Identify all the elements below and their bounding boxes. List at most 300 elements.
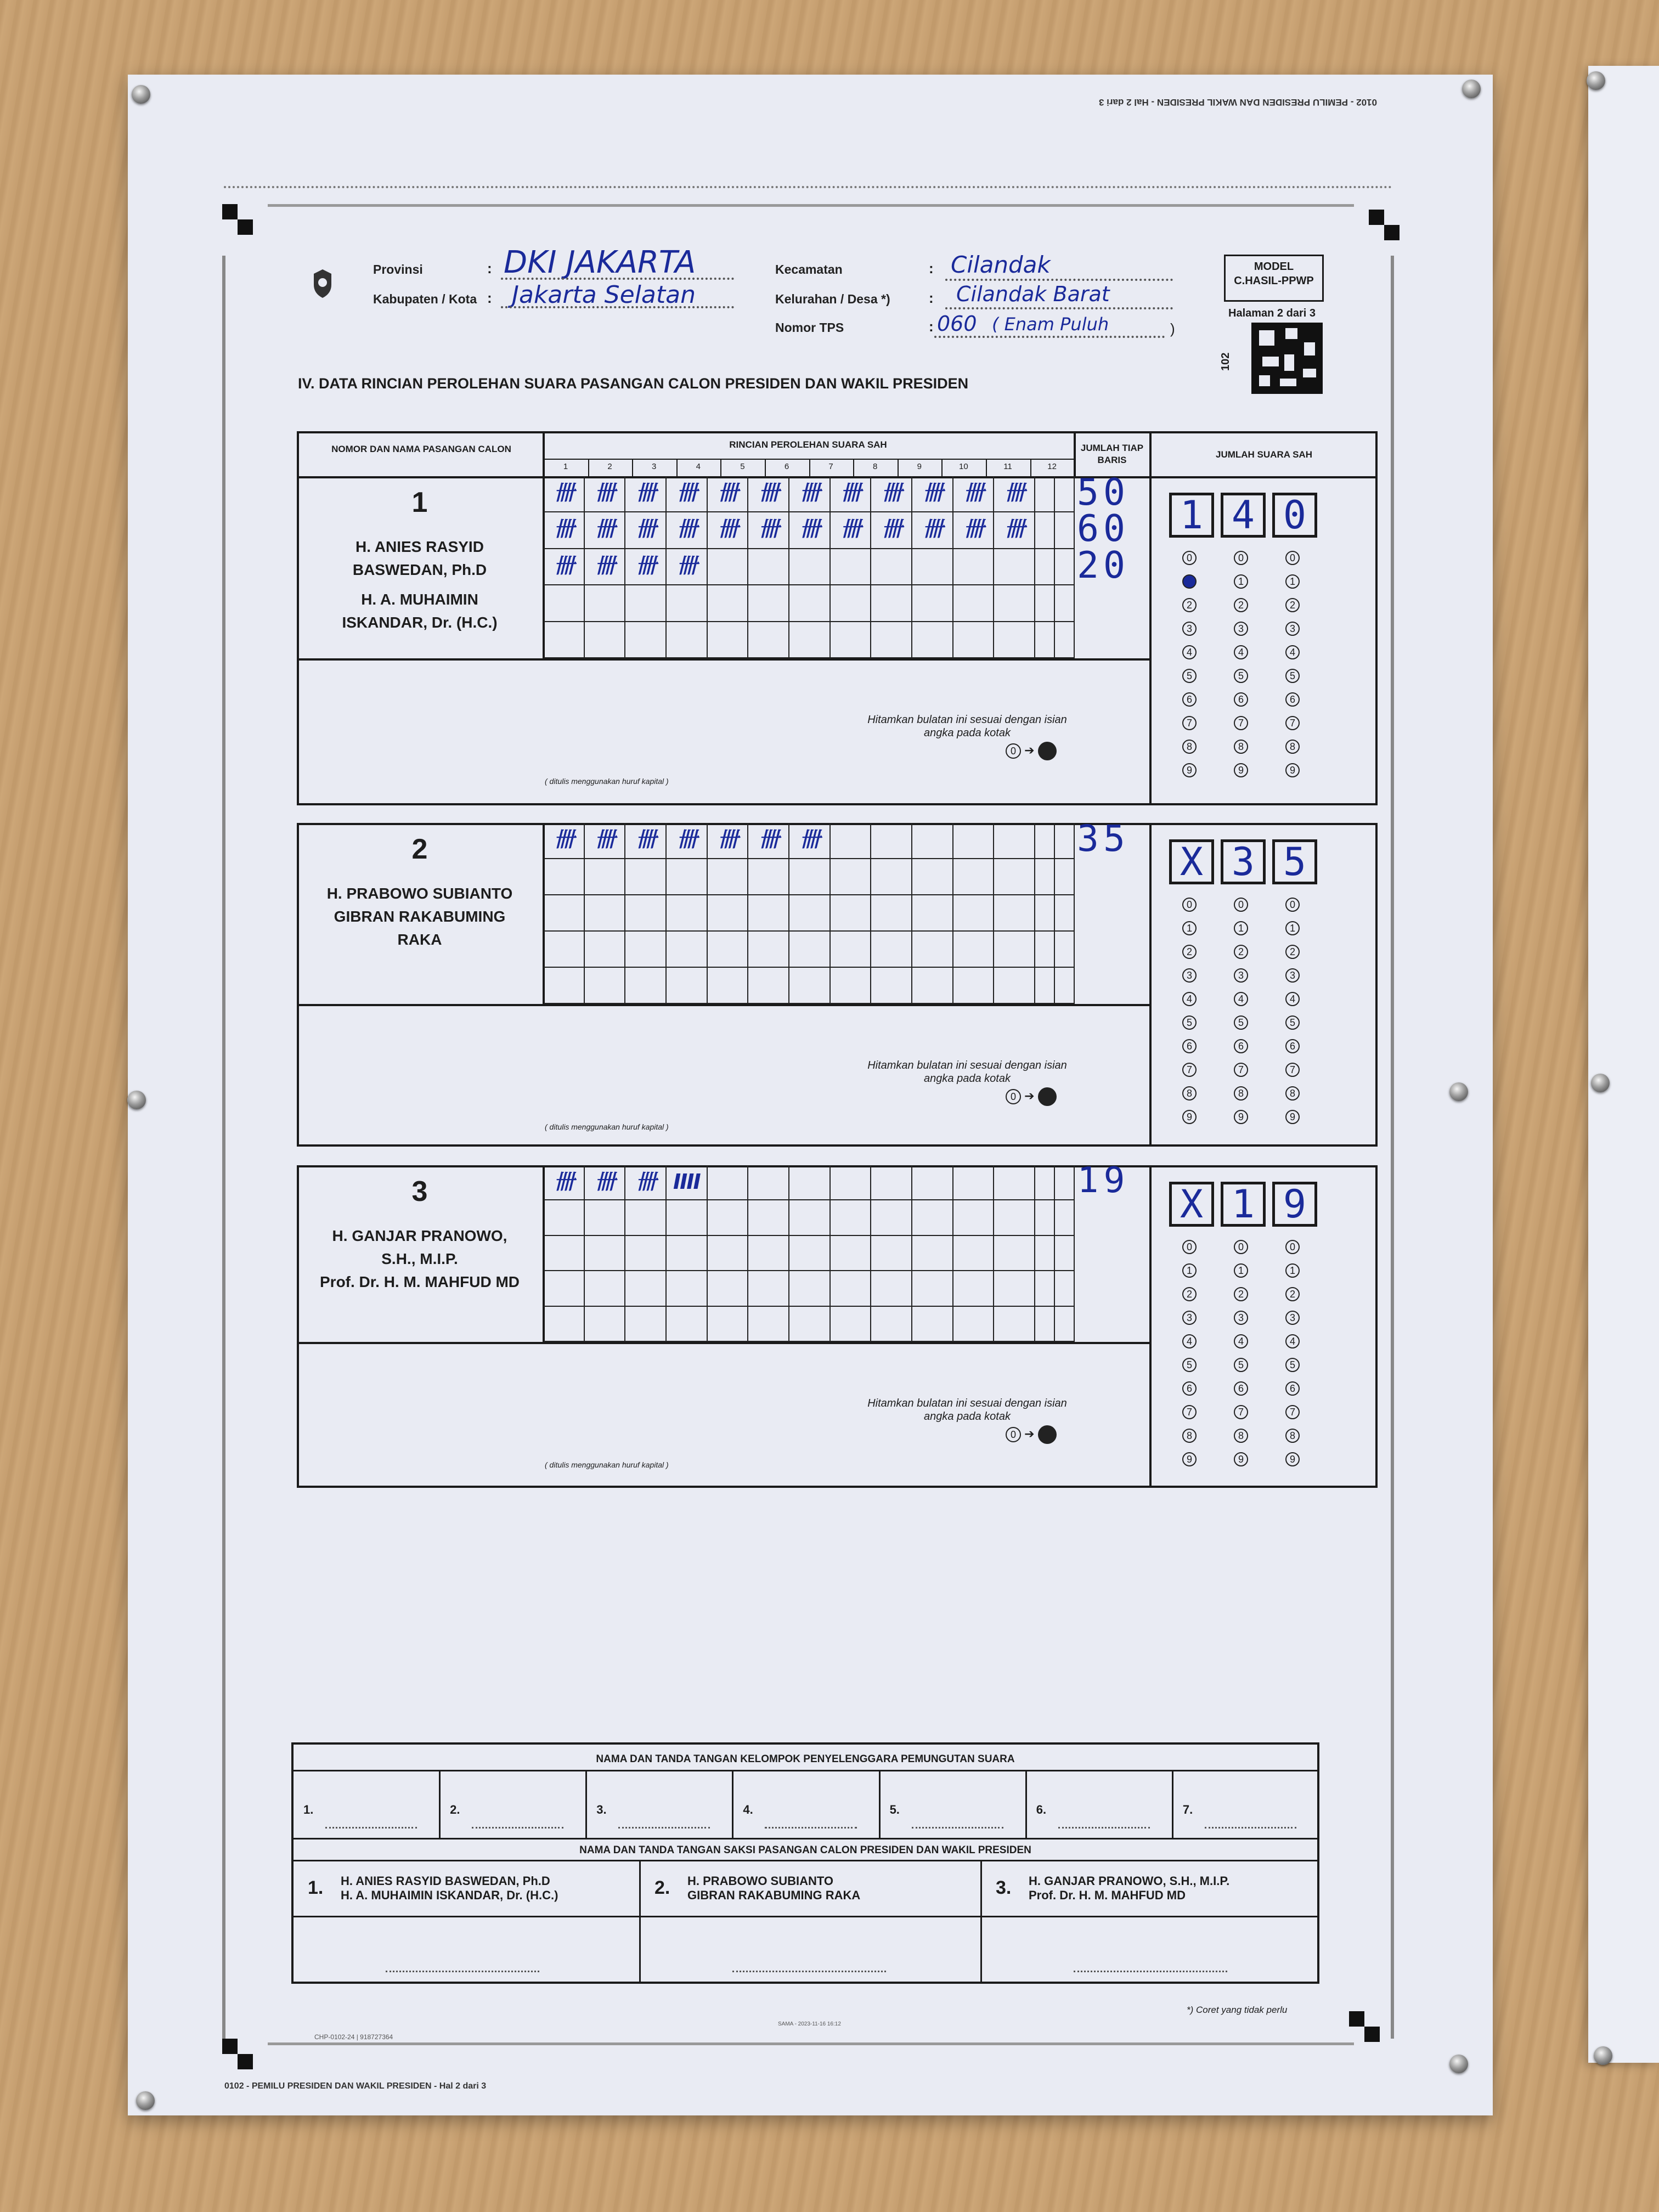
digit-bubble[interactable]: 1 bbox=[1182, 574, 1197, 589]
tally-cell bbox=[625, 585, 667, 622]
tps-value: 060 bbox=[937, 312, 977, 336]
digit-bubble[interactable]: 9 bbox=[1182, 1452, 1197, 1466]
digit-bubble[interactable]: 1 bbox=[1234, 921, 1248, 935]
section-title: IV. DATA RINCIAN PEROLEHAN SUARA PASANGAN CALON PRESIDEN DAN WAKIL PRESIDEN bbox=[298, 375, 969, 392]
tally-cell bbox=[667, 968, 708, 1004]
kelurahan-label: Kelurahan / Desa *) bbox=[775, 292, 890, 306]
digit-bubble[interactable]: 7 bbox=[1182, 1063, 1197, 1077]
tps-dotline bbox=[934, 336, 1165, 338]
digit-bubble[interactable]: 2 bbox=[1182, 1287, 1197, 1301]
digit-bubble[interactable]: 2 bbox=[1234, 598, 1248, 612]
row-total-digit: 1 bbox=[1077, 1160, 1099, 1201]
frame-left bbox=[222, 256, 225, 2039]
tally-cell bbox=[625, 1200, 667, 1235]
signature-line[interactable] bbox=[325, 1827, 417, 1829]
signature-line[interactable] bbox=[912, 1827, 1003, 1829]
rivet bbox=[1591, 1074, 1610, 1092]
digit-bubble[interactable]: 6 bbox=[1182, 1381, 1197, 1396]
tally-cell bbox=[748, 585, 789, 622]
digit-bubble[interactable]: 1 bbox=[1182, 1263, 1197, 1278]
tps-words: ( Enam Puluh bbox=[992, 314, 1109, 335]
model-line2: C.HASIL-PPWP bbox=[1234, 275, 1314, 287]
tally-cell bbox=[585, 895, 626, 932]
row-total-digit: 3 bbox=[1077, 817, 1099, 860]
column-sep bbox=[588, 460, 589, 476]
digit-bubble[interactable]: 3 bbox=[1234, 1311, 1248, 1325]
tally-cell bbox=[871, 968, 912, 1004]
digit-bubble[interactable]: 1 bbox=[1234, 1263, 1248, 1278]
tally-cell bbox=[625, 895, 667, 932]
tally-cell bbox=[708, 1236, 749, 1271]
digit-bubble[interactable]: 7 bbox=[1285, 716, 1300, 730]
kecamatan-dotline bbox=[945, 279, 1173, 281]
tally-cell bbox=[831, 968, 872, 1004]
tally-cell: 卌 bbox=[789, 476, 831, 512]
tally-cell bbox=[994, 1236, 1035, 1271]
digit-bubble[interactable]: 5 bbox=[1234, 1358, 1248, 1372]
kecamatan-label: Kecamatan bbox=[775, 262, 843, 276]
digit-bubble[interactable]: 5 bbox=[1182, 1015, 1197, 1030]
tally-cell bbox=[748, 549, 789, 585]
tally-cell bbox=[789, 622, 831, 658]
digit-bubble[interactable]: 7 bbox=[1182, 716, 1197, 730]
tally-cell: 卌 bbox=[585, 823, 626, 859]
tally-cell: 卌 bbox=[994, 512, 1035, 549]
total-digit-box: 5 bbox=[1272, 839, 1317, 884]
digit-bubble[interactable]: 9 bbox=[1285, 1110, 1300, 1124]
tally-cell bbox=[953, 549, 995, 585]
digit-bubble[interactable]: 4 bbox=[1182, 645, 1197, 659]
signature-line[interactable] bbox=[1058, 1827, 1150, 1829]
row-total-digit: 5 bbox=[1103, 817, 1125, 860]
tally-cell: 卌 bbox=[585, 476, 626, 512]
tally-cell bbox=[748, 859, 789, 895]
witness-name-line: Prof. Dr. H. M. MAHFUD MD bbox=[1029, 1888, 1186, 1902]
tally-cell: 卌 bbox=[789, 823, 831, 859]
digit-bubble[interactable]: 5 bbox=[1285, 1358, 1300, 1372]
row-total-digit: 2 bbox=[1077, 543, 1099, 586]
digit-bubble[interactable]: 9 bbox=[1285, 1452, 1300, 1466]
row-total-cell bbox=[1035, 512, 1055, 549]
tally-cell: 卌 bbox=[625, 476, 667, 512]
tally-cell bbox=[544, 1271, 585, 1306]
tally-cell bbox=[585, 968, 626, 1004]
signature-line[interactable] bbox=[1205, 1827, 1296, 1829]
candidate-number: 1 bbox=[411, 487, 428, 518]
column-sep bbox=[765, 460, 766, 476]
row-total-cell bbox=[1055, 549, 1075, 585]
digit-bubble[interactable]: 6 bbox=[1285, 692, 1300, 707]
tally-cell bbox=[748, 932, 789, 968]
tally-cell bbox=[748, 1236, 789, 1271]
footer-center: SAMA - 2023-11-16 16:12 bbox=[778, 2021, 841, 2027]
ballot-form-sheet bbox=[128, 75, 1493, 2115]
tally-cell bbox=[871, 549, 912, 585]
tally-cell bbox=[994, 1165, 1035, 1200]
digit-bubble[interactable]: 8 bbox=[1234, 1086, 1248, 1101]
total-digit-box: X bbox=[1169, 1182, 1214, 1227]
tally-cell: 卌 bbox=[953, 512, 995, 549]
rivet bbox=[1462, 80, 1481, 98]
tally-cell: 卌 bbox=[625, 549, 667, 585]
tally-cell bbox=[953, 932, 995, 968]
tally-cell bbox=[871, 1307, 912, 1342]
empty-bubble-icon: 0 bbox=[1006, 743, 1021, 759]
row-total-digit: 6 bbox=[1077, 507, 1099, 550]
digit-bubble[interactable]: 7 bbox=[1234, 716, 1248, 730]
digit-bubble[interactable]: 3 bbox=[1285, 1311, 1300, 1325]
tally-cell: 卌 bbox=[708, 512, 749, 549]
tally-cell: 卌 bbox=[667, 476, 708, 512]
kpps-number: 4. bbox=[743, 1803, 753, 1816]
divider bbox=[639, 1916, 980, 1917]
tally-cell bbox=[871, 932, 912, 968]
tally-cell bbox=[667, 932, 708, 968]
digit-bubble[interactable]: 7 bbox=[1234, 1063, 1248, 1077]
digit-bubble[interactable]: 9 bbox=[1182, 1110, 1197, 1124]
digit-bubble[interactable]: 3 bbox=[1285, 622, 1300, 636]
witness-name-line: GIBRAN RAKABUMING RAKA bbox=[687, 1888, 861, 1902]
digit-bubble[interactable]: 0 bbox=[1182, 898, 1197, 912]
candidate-name-line: BASWEDAN, Ph.D bbox=[352, 561, 487, 578]
tally-cell: 卌 bbox=[625, 823, 667, 859]
digit-bubble[interactable]: 2 bbox=[1285, 598, 1300, 612]
digit-bubble[interactable]: 0 bbox=[1234, 1240, 1248, 1254]
tally-cell: 卌 bbox=[544, 512, 585, 549]
digit-bubble[interactable]: 0 bbox=[1234, 898, 1248, 912]
witness-name-line: H. A. MUHAIMIN ISKANDAR, Dr. (H.C.) bbox=[341, 1888, 558, 1902]
row-total-digit: 9 bbox=[1103, 1160, 1125, 1201]
block-divider bbox=[1149, 823, 1152, 1147]
qr-code-icon bbox=[1251, 323, 1323, 394]
kpps-number: 7. bbox=[1182, 1803, 1193, 1816]
digit-bubble[interactable]: 4 bbox=[1234, 992, 1248, 1006]
frame-bottom bbox=[268, 2042, 1354, 2045]
rivet bbox=[1449, 2055, 1468, 2073]
candidate-number: 2 bbox=[411, 833, 428, 865]
tally-cell bbox=[544, 859, 585, 895]
tally-cell bbox=[912, 1200, 953, 1235]
digit-bubble[interactable]: 7 bbox=[1182, 1405, 1197, 1419]
digit-bubble[interactable]: 1 bbox=[1234, 574, 1248, 589]
row-total-col-header: JUMLAH TIAP BARIS bbox=[1080, 443, 1144, 465]
digit-bubble[interactable]: 5 bbox=[1285, 669, 1300, 683]
digit-bubble[interactable]: 6 bbox=[1285, 1381, 1300, 1396]
digit-bubble[interactable]: 9 bbox=[1285, 763, 1300, 777]
digit-bubble[interactable]: 8 bbox=[1234, 1429, 1248, 1443]
row-total-cell bbox=[1055, 1307, 1075, 1342]
digit-bubble[interactable]: 0 bbox=[1285, 551, 1300, 565]
tally-cell bbox=[708, 859, 749, 895]
signature-line[interactable] bbox=[765, 1827, 856, 1829]
registration-marker-bl bbox=[222, 2039, 253, 2069]
arrow-right-icon: ➔ bbox=[1024, 1088, 1035, 1103]
tally-cell bbox=[625, 1307, 667, 1342]
kabkota-dotline bbox=[501, 306, 734, 308]
digit-bubble[interactable]: 9 bbox=[1182, 763, 1197, 777]
digit-bubble[interactable]: 6 bbox=[1234, 1381, 1248, 1396]
tally-cell bbox=[953, 585, 995, 622]
cell-sep bbox=[732, 1770, 733, 1838]
digit-bubble[interactable]: 5 bbox=[1234, 669, 1248, 683]
tally-col-header: RINCIAN PEROLEHAN SUARA SAH bbox=[729, 439, 887, 450]
tally-cell bbox=[625, 1236, 667, 1271]
digit-bubble[interactable]: 8 bbox=[1234, 740, 1248, 754]
tps-label: Nomor TPS bbox=[775, 320, 844, 335]
digit-bubble[interactable]: 2 bbox=[1234, 945, 1248, 959]
tally-cell bbox=[708, 895, 749, 932]
row-total-cell bbox=[1055, 1165, 1075, 1200]
tally-cell bbox=[871, 1165, 912, 1200]
row-total-cell bbox=[1035, 1200, 1055, 1235]
digit-bubble[interactable]: 8 bbox=[1182, 1429, 1197, 1443]
tally-cell bbox=[789, 1236, 831, 1271]
tally-cell bbox=[585, 1200, 626, 1235]
tally-cell bbox=[953, 1236, 995, 1271]
column-sep bbox=[898, 460, 899, 476]
tally-cell bbox=[789, 1271, 831, 1306]
tally-cell bbox=[708, 1307, 749, 1342]
digit-bubble[interactable]: 0 bbox=[1182, 551, 1197, 565]
tally-cell bbox=[585, 932, 626, 968]
total-digit-box: 0 bbox=[1272, 493, 1317, 538]
digit-bubble[interactable]: 3 bbox=[1182, 622, 1197, 636]
digit-bubble[interactable]: 1 bbox=[1285, 921, 1300, 935]
digit-bubble[interactable]: 6 bbox=[1182, 692, 1197, 707]
digit-bubble[interactable]: 2 bbox=[1234, 1287, 1248, 1301]
digit-bubble[interactable]: 0 bbox=[1285, 1240, 1300, 1254]
bubble-instruction: Hitamkan bulatan ini sesuai dengan isian angka pada kotak bbox=[867, 714, 1067, 739]
tally-cell bbox=[789, 1200, 831, 1235]
capital-note: ( ditulis menggunakan huruf kapital ) bbox=[545, 1122, 669, 1131]
tally-cell bbox=[831, 932, 872, 968]
candidate-name-line: GIBRAN RAKABUMING bbox=[334, 908, 506, 925]
bubble-column bbox=[1285, 898, 1304, 1133]
digit-bubble[interactable]: 8 bbox=[1285, 1429, 1300, 1443]
tally-cell bbox=[544, 932, 585, 968]
row-total-cell bbox=[1055, 622, 1075, 658]
total-digit-box: 3 bbox=[1221, 839, 1266, 884]
kecamatan-value: Cilandak bbox=[951, 251, 1051, 278]
tally-cell bbox=[667, 585, 708, 622]
column-sep bbox=[676, 460, 678, 476]
digit-bubble[interactable]: 7 bbox=[1285, 1063, 1300, 1077]
digit-bubble[interactable]: 5 bbox=[1285, 1015, 1300, 1030]
block-divider bbox=[1149, 476, 1152, 805]
digit-bubble[interactable]: 6 bbox=[1234, 692, 1248, 707]
signature-line[interactable] bbox=[472, 1827, 563, 1829]
row-total-cell bbox=[1035, 585, 1055, 622]
tally-cell bbox=[871, 1236, 912, 1271]
digit-bubble[interactable]: 5 bbox=[1182, 1358, 1197, 1372]
filled-bubble-icon bbox=[1038, 1425, 1057, 1444]
digit-bubble[interactable]: 1 bbox=[1285, 574, 1300, 589]
digit-bubble[interactable]: 4 bbox=[1234, 645, 1248, 659]
witness-name-line: H. GANJAR PRANOWO, S.H., M.I.P. bbox=[1029, 1874, 1230, 1888]
digit-bubble[interactable]: 6 bbox=[1234, 1039, 1248, 1053]
digit-bubble[interactable]: 7 bbox=[1234, 1405, 1248, 1419]
tally-cell bbox=[789, 859, 831, 895]
digit-bubble[interactable]: 8 bbox=[1182, 740, 1197, 754]
tally-cell bbox=[871, 585, 912, 622]
tally-cell bbox=[625, 1271, 667, 1306]
colon: : bbox=[929, 290, 934, 306]
row-total-digit: 0 bbox=[1103, 543, 1125, 586]
tally-cell bbox=[544, 585, 585, 622]
digit-bubble[interactable]: 2 bbox=[1285, 1287, 1300, 1301]
registration-marker-br bbox=[1349, 2011, 1380, 2042]
divider bbox=[980, 1916, 1318, 1917]
column-sep bbox=[720, 460, 721, 476]
digit-bubble[interactable]: 2 bbox=[1182, 945, 1197, 959]
tally-cell bbox=[912, 549, 953, 585]
digit-bubble[interactable]: 4 bbox=[1285, 1334, 1300, 1348]
tally-cell bbox=[708, 932, 749, 968]
tally-cell bbox=[667, 1200, 708, 1235]
tally-cell bbox=[871, 895, 912, 932]
row-total-cell bbox=[1055, 823, 1075, 859]
digit-bubble[interactable]: 5 bbox=[1234, 1015, 1248, 1030]
digit-bubble[interactable]: 3 bbox=[1234, 622, 1248, 636]
digit-bubble[interactable]: 3 bbox=[1182, 968, 1197, 983]
tally-cell bbox=[831, 549, 872, 585]
row-total-cell bbox=[1055, 1271, 1075, 1306]
digit-bubble[interactable]: 8 bbox=[1182, 1086, 1197, 1101]
tally-cell bbox=[912, 585, 953, 622]
digit-bubble[interactable]: 6 bbox=[1285, 1039, 1300, 1053]
tally-cell bbox=[871, 823, 912, 859]
divider bbox=[292, 1770, 1318, 1771]
column-number: 11 bbox=[1003, 462, 1012, 471]
signature-line[interactable] bbox=[1074, 1971, 1227, 1972]
tally-cell bbox=[831, 1200, 872, 1235]
filled-bubble-icon bbox=[1038, 742, 1057, 760]
tally-cell bbox=[912, 622, 953, 658]
digit-bubble[interactable]: 0 bbox=[1234, 551, 1248, 565]
total-digit-box: X bbox=[1169, 839, 1214, 884]
digit-bubble[interactable]: 9 bbox=[1234, 1110, 1248, 1124]
column-sep bbox=[809, 460, 810, 476]
row-total-cell bbox=[1035, 476, 1055, 512]
tally-cell bbox=[585, 1307, 626, 1342]
tally-cell bbox=[544, 1307, 585, 1342]
signature-line[interactable] bbox=[618, 1827, 710, 1829]
tally-cell bbox=[994, 549, 1035, 585]
tally-cell: 卌 bbox=[544, 1165, 585, 1200]
bubble-column bbox=[1182, 551, 1201, 787]
signature-section bbox=[291, 1742, 1319, 1984]
digit-bubble[interactable]: 9 bbox=[1234, 1452, 1248, 1466]
digit-bubble[interactable]: 4 bbox=[1234, 1334, 1248, 1348]
digit-bubble[interactable]: 0 bbox=[1285, 898, 1300, 912]
digit-bubble[interactable]: 1 bbox=[1285, 1263, 1300, 1278]
model-line1: MODEL bbox=[1254, 261, 1294, 273]
witness-number: 2. bbox=[654, 1877, 670, 1898]
witness-name-line: H. ANIES RASYID BASWEDAN, Ph.D bbox=[341, 1874, 550, 1888]
tally-cell bbox=[708, 1165, 749, 1200]
capital-note: ( ditulis menggunakan huruf kapital ) bbox=[545, 1460, 669, 1469]
registration-marker-tr bbox=[1369, 210, 1400, 240]
tally-cell bbox=[994, 932, 1035, 968]
row-total-cell bbox=[1035, 968, 1055, 1004]
tally-cell: 卌 bbox=[708, 476, 749, 512]
tally-cell: 卌 bbox=[544, 823, 585, 859]
tally-cell: 卌 bbox=[544, 476, 585, 512]
column-number: 4 bbox=[696, 462, 701, 471]
tally-cell bbox=[912, 968, 953, 1004]
digit-bubble[interactable]: 5 bbox=[1182, 669, 1197, 683]
bubble-instruction: Hitamkan bulatan ini sesuai dengan isian angka pada kotak bbox=[867, 1397, 1067, 1423]
header-divider bbox=[543, 459, 1074, 460]
tally-cell bbox=[667, 1236, 708, 1271]
tally-cell: 卌 bbox=[748, 823, 789, 859]
bubble-column bbox=[1285, 1240, 1304, 1476]
row-total-cell bbox=[1055, 1200, 1075, 1235]
tally-cell bbox=[912, 1307, 953, 1342]
digit-bubble[interactable]: 1 bbox=[1182, 921, 1197, 935]
footer-code: CHP-0102-24 | 918727364 bbox=[314, 2033, 393, 2041]
tally-cell bbox=[789, 1307, 831, 1342]
digit-bubble[interactable]: 2 bbox=[1182, 598, 1197, 612]
digit-bubble[interactable]: 4 bbox=[1182, 1334, 1197, 1348]
row-total-cell bbox=[1035, 1165, 1055, 1200]
tally-cell: 卌 bbox=[789, 512, 831, 549]
digit-bubble[interactable]: 9 bbox=[1234, 763, 1248, 777]
divider bbox=[292, 1838, 1318, 1839]
row-total-cell bbox=[1035, 932, 1055, 968]
total-digit-box: 4 bbox=[1221, 493, 1266, 538]
tally-cell bbox=[789, 549, 831, 585]
candidate-col-header: NOMOR DAN NAMA PASANGAN CALON bbox=[331, 444, 511, 454]
digit-bubble[interactable]: 4 bbox=[1182, 992, 1197, 1006]
digit-bubble[interactable]: 6 bbox=[1182, 1039, 1197, 1053]
digit-bubble[interactable]: 3 bbox=[1234, 968, 1248, 983]
digit-bubble[interactable]: 4 bbox=[1285, 992, 1300, 1006]
arrow-right-icon: ➔ bbox=[1024, 743, 1035, 757]
cell-sep bbox=[585, 1770, 587, 1838]
instruction-example bbox=[1006, 742, 1057, 760]
bubble-column bbox=[1182, 898, 1201, 1133]
signature-line[interactable] bbox=[732, 1971, 886, 1972]
digit-bubble[interactable]: 3 bbox=[1182, 1311, 1197, 1325]
cell-sep bbox=[1025, 1770, 1027, 1838]
rotated-header: 0102 - PEMILU PRESIDEN DAN WAKIL PRESIDEN - Hal 2 dari 3 bbox=[1099, 97, 1377, 108]
cell-sep bbox=[639, 1860, 641, 1984]
tally-cell bbox=[953, 895, 995, 932]
signature-line[interactable] bbox=[386, 1971, 539, 1972]
divider bbox=[292, 1860, 1318, 1861]
digit-bubble[interactable]: 7 bbox=[1285, 1405, 1300, 1419]
tally-cell bbox=[625, 859, 667, 895]
tally-cell bbox=[585, 859, 626, 895]
digit-bubble[interactable]: 2 bbox=[1285, 945, 1300, 959]
digit-bubble[interactable]: 8 bbox=[1285, 1086, 1300, 1101]
candidate-name-line: H. A. MUHAIMIN bbox=[361, 591, 478, 608]
digit-bubble[interactable]: 0 bbox=[1182, 1240, 1197, 1254]
registration-marker-tl bbox=[222, 204, 253, 235]
tally-cell: 卌 bbox=[831, 476, 872, 512]
digit-bubble[interactable]: 3 bbox=[1285, 968, 1300, 983]
adjacent-sheet bbox=[1588, 66, 1659, 2063]
digit-bubble[interactable]: 4 bbox=[1285, 645, 1300, 659]
tally-cell bbox=[789, 585, 831, 622]
kpps-number: 5. bbox=[889, 1803, 900, 1816]
digit-bubble[interactable]: 8 bbox=[1285, 740, 1300, 754]
tally-grid bbox=[544, 1165, 1075, 1342]
rivet bbox=[1449, 1082, 1468, 1101]
column-number: 7 bbox=[828, 462, 833, 471]
tally-cell: 卌 bbox=[625, 512, 667, 549]
